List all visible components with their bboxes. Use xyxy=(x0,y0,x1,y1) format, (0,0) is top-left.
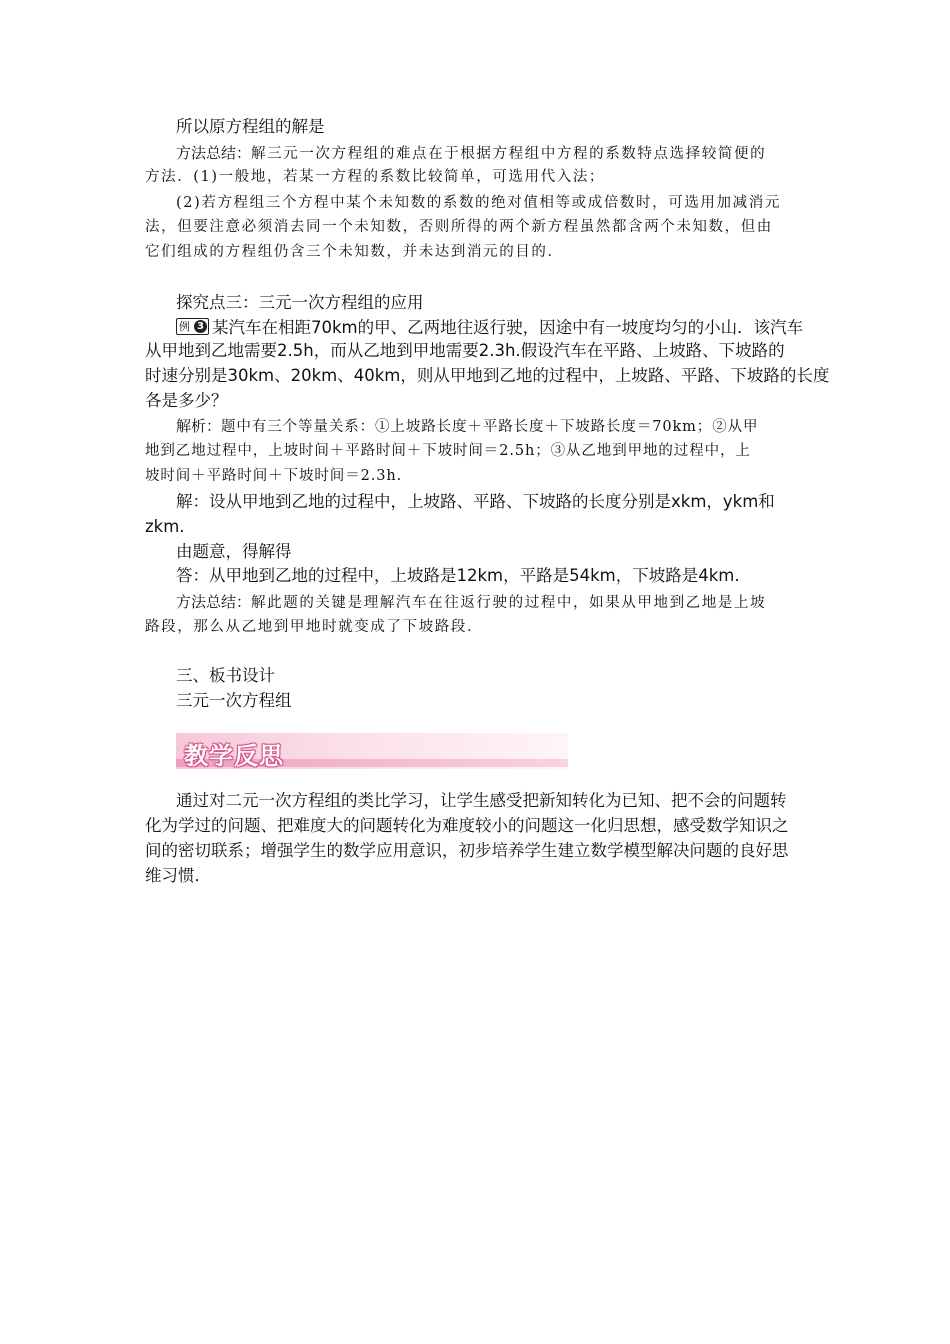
method-summary-2-line-1 xyxy=(176,595,766,611)
reflection-line-1: 通过对二元一次方程组的类比学习，让学生感受把新知转化为已知、把不会的问题转 xyxy=(176,791,787,810)
analysis-line-1 xyxy=(176,419,758,435)
reflection-line-3: 间的密切联系；增强学生的数学应用意识，初步培养学生建立数学模型解决问题的良好思 xyxy=(145,841,789,860)
method-summary-text-1: 解三元一次方程组的难点在于根据方程组中方程的系数特点选择较简便的 xyxy=(251,146,767,162)
example-problem-line-4: 各是多少？ xyxy=(145,391,228,410)
answer-line: 答：从甲地到乙地的过程中，上坡路是12km，平路是54km，下坡路是4km. xyxy=(176,566,740,585)
banner-title: 教学反思 xyxy=(184,742,284,770)
equation-setup: 由题意，得解得 xyxy=(176,542,292,561)
example-problem-line-3: 时速分别是30km、20km、40km，则从甲地到乙地的过程中，上坡路、平路、下坡路的长度 xyxy=(145,366,830,385)
reflection-line-2: 化为学过的问题、把难度大的问题转化为难度较小的问题这一化归思想，感受数学知识之 xyxy=(145,816,789,835)
board-design-title: 三元一次方程组 xyxy=(176,691,292,710)
example-problem-line-1 xyxy=(176,318,803,337)
method-summary-label: 方法总结： xyxy=(176,144,252,162)
analysis-line-2: 地到乙地过程中，上坡时间＋平路时间＋下坡时间＝2.5h；③从乙地到甲地的过程中，上 xyxy=(145,443,751,459)
method-summary-line-4: 法，但要注意必须消去同一个未知数，否则所得的两个新方程虽然都含两个未知数，但由 xyxy=(145,219,773,235)
reflection-line-4: 维习惯． xyxy=(145,866,211,885)
solution-intro: 所以原方程组的解是 xyxy=(176,117,325,136)
analysis-line-3: 坡时间＋平路时间＋下坡时间＝2.3h. xyxy=(145,468,403,484)
example-badge-number: 3 xyxy=(194,320,207,333)
method-summary-line-5: 它们组成的方程组仍含三个未知数，并未达到消元的目的． xyxy=(145,244,564,260)
method-summary-line-3: (2)若方程组三个方程中某个未知数的系数的绝对值相等或成倍数时，可选用加减消元 xyxy=(176,195,781,211)
example-badge xyxy=(176,318,209,335)
solution-line-1: 解：设从甲地到乙地的过程中，上坡路、平路、下坡路的长度分别是xkm，ykm和 xyxy=(176,492,775,511)
method-summary-2-line-2: 路段，那么从乙地到甲地时就变成了下坡路段． xyxy=(145,619,484,635)
section-heading-explore-3: 探究点三：三元一次方程组的应用 xyxy=(176,293,424,312)
method-summary-line-2: 方法．(1)一般地，若某一方程的系数比较简单，可选用代入法； xyxy=(145,169,606,185)
teaching-reflection-banner xyxy=(176,733,568,769)
section-heading-board-design: 三、板书设计 xyxy=(176,666,275,685)
method-summary-2-label: 方法总结： xyxy=(176,593,252,611)
method-summary-2-text-1: 解此题的关键是理解汽车在往返行驶的过程中，如果从甲地到乙地是上坡 xyxy=(251,595,767,611)
example-problem-text-1: 某汽车在相距70km的甲、乙两地往返行驶，因途中有一坡度均匀的小山．该汽车 xyxy=(212,318,804,337)
analysis-text-1: 题中有三个等量关系：①上坡路长度＋平路长度＋下坡路长度＝70km；②从甲 xyxy=(221,419,759,435)
analysis-label: 解析： xyxy=(176,417,222,435)
solution-line-2: zkm. xyxy=(145,517,185,536)
method-summary-line-1 xyxy=(176,146,766,162)
example-badge-text: 例 xyxy=(179,320,190,333)
example-problem-line-2: 从甲地到乙地需要2.5h，而从乙地到甲地需要2.3h.假设汽车在平路、上坡路、下坡路的 xyxy=(145,341,785,360)
